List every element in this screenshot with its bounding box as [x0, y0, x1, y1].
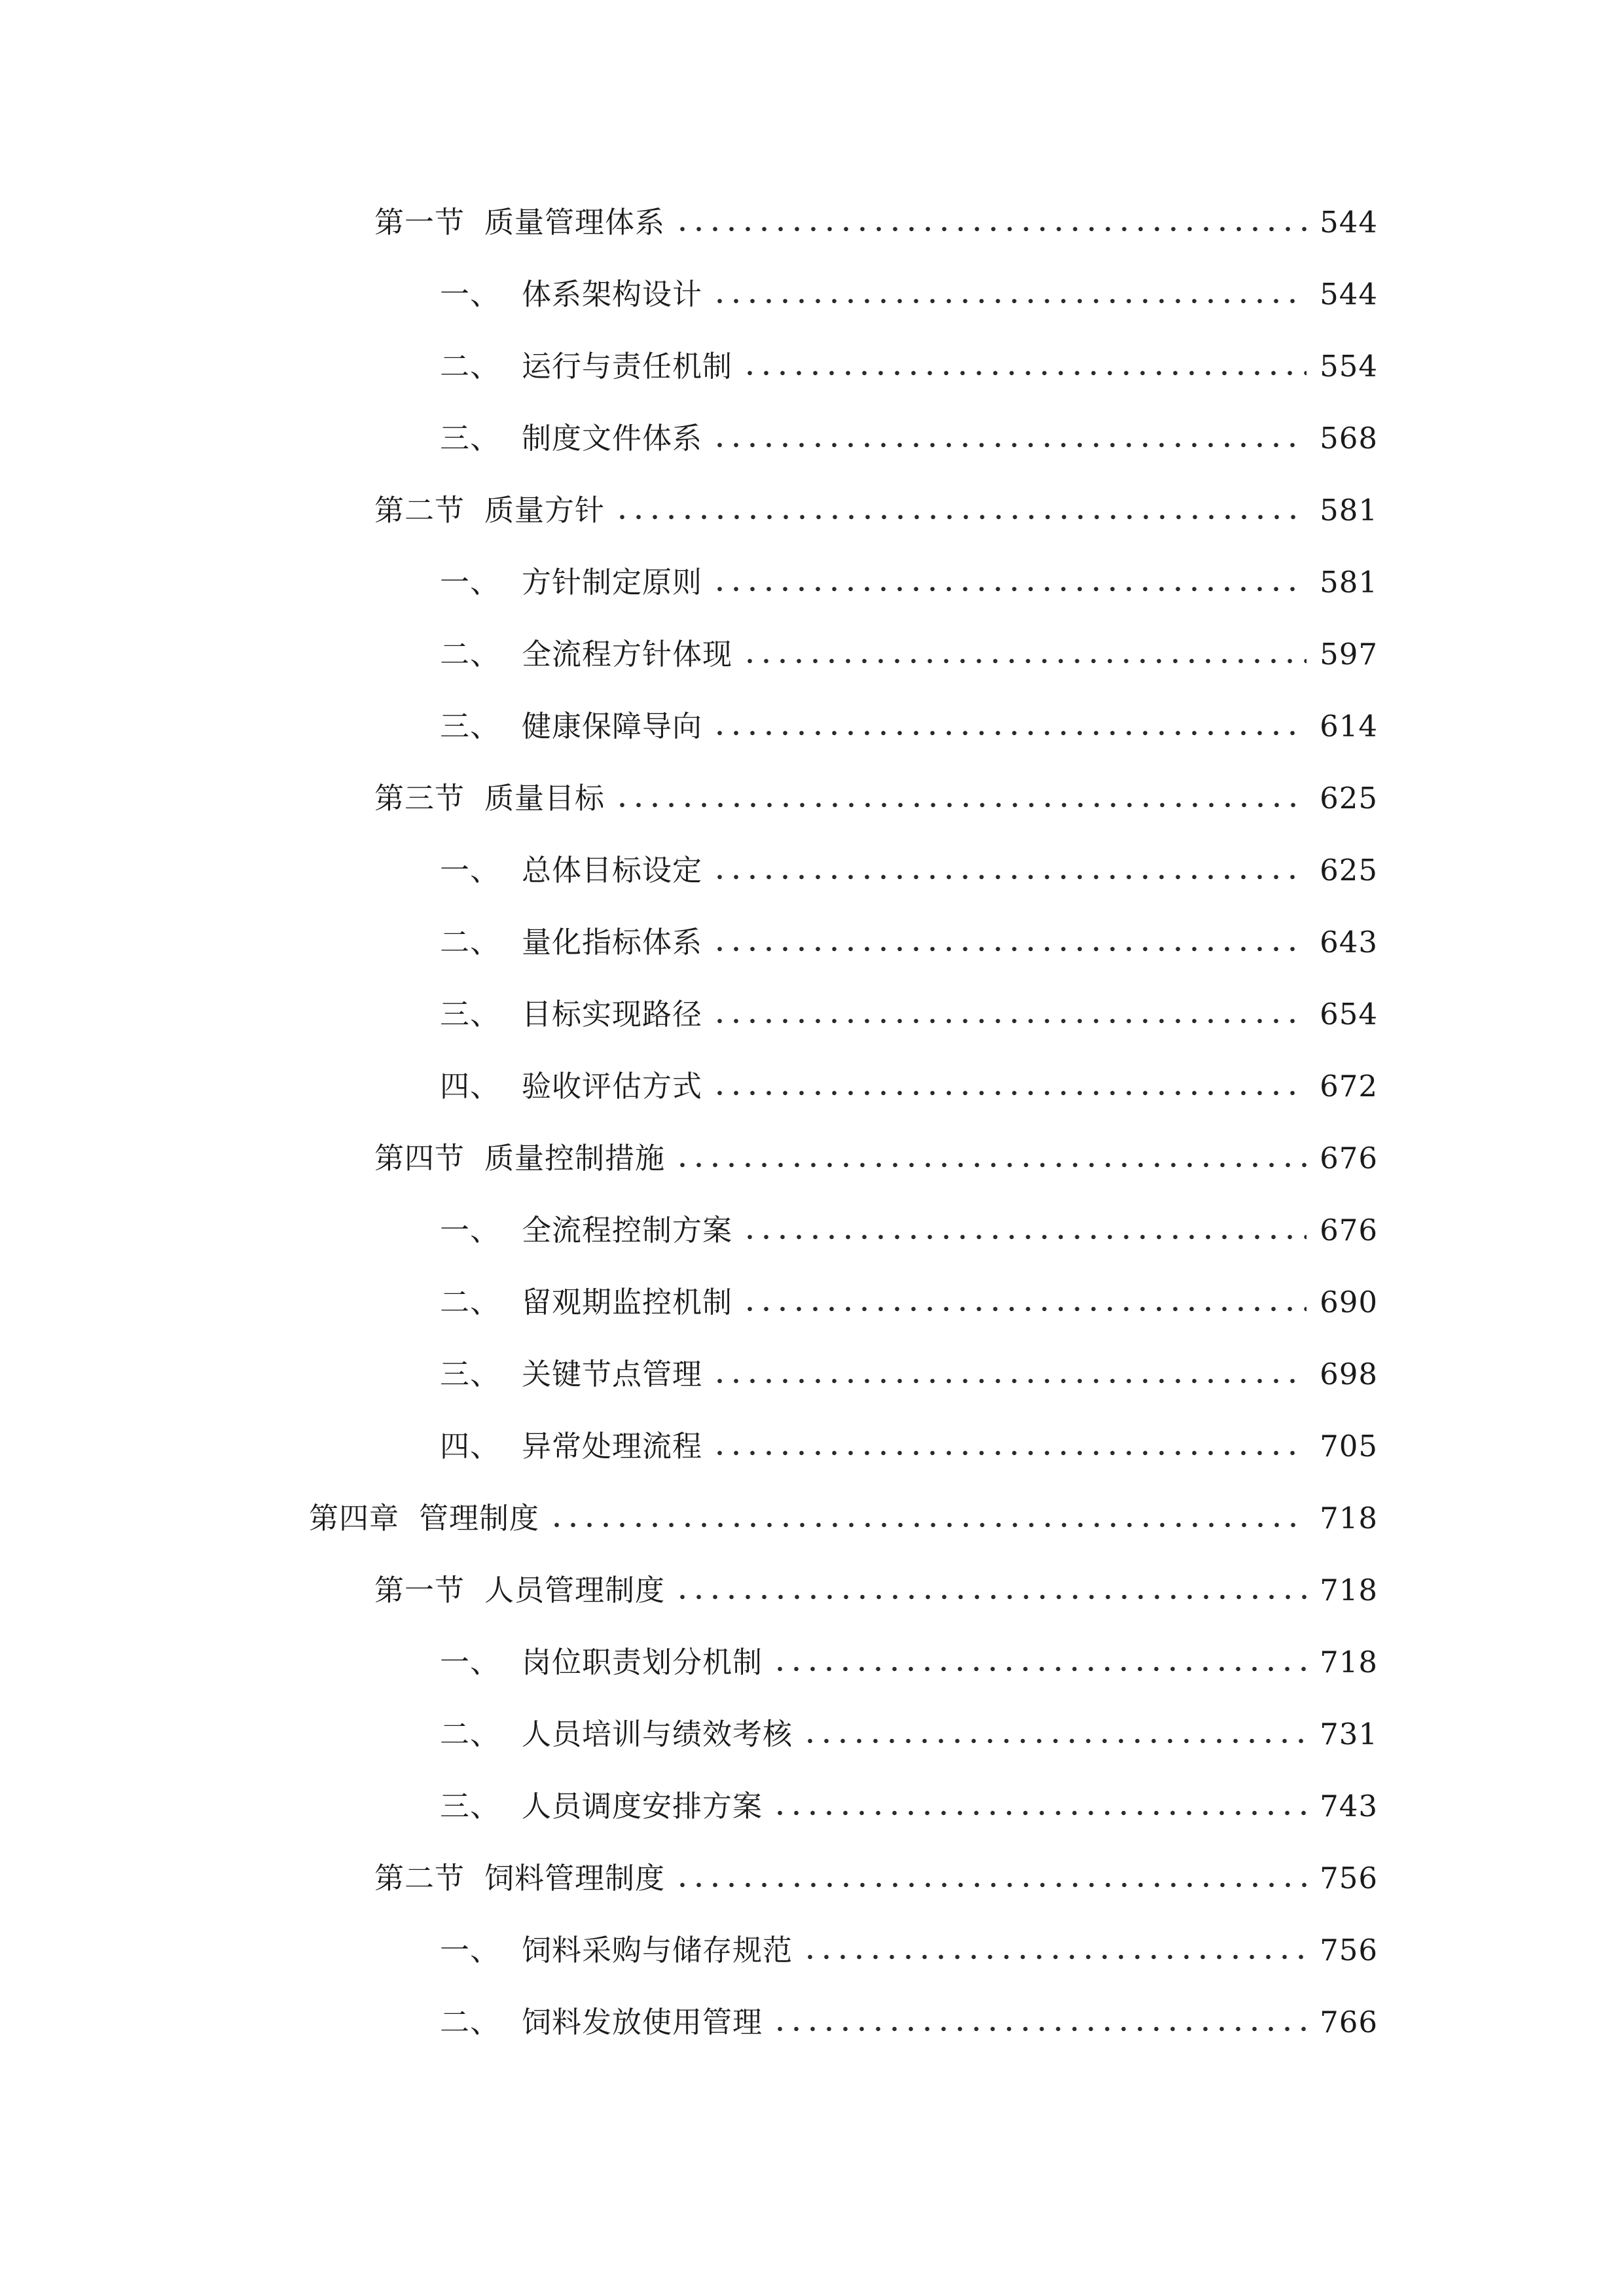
toc-entry-title: 异常处理流程	[522, 1429, 703, 1463]
toc-entry-label	[374, 491, 605, 530]
toc-entry-title: 人员调度安排方案	[522, 1789, 763, 1823]
toc-entry-prefix: 二、	[440, 2005, 501, 2039]
toc-entry-label	[440, 2003, 763, 2042]
dot-leader	[614, 513, 1307, 521]
toc-entry-label	[374, 203, 665, 242]
dot-leader	[742, 657, 1307, 665]
toc-entry-section-1[interactable]	[374, 1558, 1378, 1610]
toc-entry-page-number: 544	[1320, 277, 1378, 312]
toc-entry-prefix: 三、	[440, 1789, 501, 1823]
toc-entry-item[interactable]	[440, 1630, 1378, 1682]
toc-entry-label	[440, 707, 702, 746]
toc-entry-title: 目标实现路径	[522, 997, 703, 1031]
toc-entry-label	[440, 1283, 732, 1322]
toc-entry-item[interactable]	[440, 1198, 1378, 1250]
toc-entry-item[interactable]	[440, 334, 1378, 386]
toc-entry-item[interactable]	[440, 1270, 1378, 1322]
toc-entry-label	[440, 1355, 702, 1394]
toc-entry-page-number: 698	[1320, 1357, 1378, 1391]
toc-entry-prefix: 第一节	[374, 1573, 465, 1607]
toc-entry-item[interactable]	[440, 550, 1378, 602]
toc-entry-title: 饲料管理制度	[484, 1861, 666, 1895]
toc-entry-page-number: 625	[1320, 781, 1378, 816]
toc-entry-prefix: 三、	[440, 1357, 501, 1391]
toc-entry-section-3[interactable]	[374, 766, 1378, 818]
toc-entry-title: 全流程控制方案	[522, 1213, 733, 1247]
toc-entry-title: 总体目标设定	[522, 853, 703, 888]
dot-leader	[742, 1233, 1307, 1241]
toc-entry-label	[440, 635, 732, 674]
toc-entry-title: 质量控制措施	[484, 1141, 666, 1175]
toc-entry-page-number: 643	[1320, 925, 1378, 960]
toc-entry-prefix: 一、	[440, 853, 501, 888]
toc-entry-page-number: 581	[1320, 493, 1378, 528]
toc-entry-prefix: 第二节	[374, 493, 465, 528]
dot-leader	[712, 585, 1307, 593]
dot-leader	[712, 1377, 1307, 1385]
toc-entry-page-number: 718	[1320, 1573, 1378, 1607]
toc-entry-page-number: 756	[1320, 1933, 1378, 1967]
toc-entry-label	[440, 275, 702, 314]
toc-entry-label	[440, 347, 732, 386]
toc-entry-label	[440, 563, 702, 602]
dot-leader	[549, 1521, 1307, 1529]
dot-leader	[674, 1161, 1307, 1169]
toc-entry-label	[309, 1499, 539, 1538]
toc-entry-page-number: 756	[1320, 1861, 1378, 1895]
toc-entry-item[interactable]	[440, 1774, 1378, 1826]
toc-entry-prefix: 二、	[440, 1717, 501, 1751]
toc-entry-page-number: 705	[1320, 1429, 1378, 1463]
toc-entry-title: 质量方针	[484, 493, 605, 528]
toc-entry-item[interactable]	[440, 1702, 1378, 1754]
dot-leader	[742, 369, 1307, 377]
toc-entry-title: 管理制度	[419, 1501, 540, 1535]
toc-entry-section-1[interactable]	[374, 190, 1378, 242]
toc-entry-page-number: 718	[1320, 1501, 1378, 1535]
dot-leader	[712, 1449, 1307, 1457]
dot-leader	[614, 801, 1307, 809]
toc-entry-page-number: 544	[1320, 205, 1378, 240]
toc-entry-title: 制度文件体系	[522, 421, 703, 456]
toc-entry-title: 关键节点管理	[522, 1357, 703, 1391]
toc-entry-title: 健康保障导向	[522, 709, 703, 744]
toc-entry-prefix: 四、	[440, 1069, 501, 1103]
toc-entry-page-number: 554	[1320, 349, 1378, 384]
toc-entry-item[interactable]	[440, 910, 1378, 962]
toc-entry-prefix: 第四节	[374, 1141, 465, 1175]
toc-entry-item[interactable]	[440, 1414, 1378, 1466]
toc-entry-title: 岗位职责划分机制	[522, 1645, 763, 1679]
toc-entry-page-number: 766	[1320, 2005, 1378, 2039]
toc-entry-prefix: 第四章	[309, 1501, 400, 1535]
toc-entry-page-number: 731	[1320, 1717, 1378, 1751]
dot-leader	[674, 225, 1307, 233]
toc-entry-prefix: 三、	[440, 709, 501, 744]
toc-entry-label	[440, 1427, 702, 1466]
toc-entry-chapter-4[interactable]	[309, 1486, 1378, 1538]
toc-entry-title: 人员培训与绩效考核	[522, 1717, 793, 1751]
dot-leader	[674, 1593, 1307, 1601]
dot-leader	[712, 729, 1307, 737]
toc-entry-item[interactable]	[440, 1342, 1378, 1394]
toc-entry-item[interactable]	[440, 1054, 1378, 1106]
toc-entry-page-number: 654	[1320, 997, 1378, 1031]
toc-entry-prefix: 一、	[440, 1933, 501, 1967]
toc-entry-title: 质量管理体系	[484, 205, 666, 240]
toc-entry-title: 人员管理制度	[484, 1573, 666, 1607]
dot-leader	[802, 1737, 1307, 1745]
toc-entry-label	[440, 419, 702, 458]
toc-entry-title: 运行与责任机制	[522, 349, 733, 384]
dot-leader	[802, 1953, 1307, 1961]
toc-entry-page-number: 625	[1320, 853, 1378, 888]
toc-entry-label	[440, 1211, 732, 1250]
dot-leader	[712, 1089, 1307, 1097]
toc-entry-title: 质量目标	[484, 781, 605, 816]
toc-entry-item[interactable]	[440, 838, 1378, 890]
toc-entry-item[interactable]	[440, 694, 1378, 746]
toc-entry-item[interactable]	[440, 622, 1378, 674]
toc-entry-prefix: 一、	[440, 1213, 501, 1247]
toc-entry-prefix: 第三节	[374, 781, 465, 816]
toc-entry-section-2[interactable]	[374, 1846, 1378, 1898]
toc-entry-page-number: 743	[1320, 1789, 1378, 1823]
toc-entry-page-number: 676	[1320, 1141, 1378, 1175]
toc-entry-prefix: 一、	[440, 277, 501, 312]
toc-entry-prefix: 二、	[440, 925, 501, 960]
dot-leader	[712, 945, 1307, 953]
toc-entry-item[interactable]	[440, 1990, 1378, 2042]
toc-entry-label	[440, 1931, 793, 1970]
toc-entry-section-2[interactable]	[374, 478, 1378, 530]
toc-entry-label	[374, 1571, 665, 1610]
toc-entry-title: 全流程方针体现	[522, 637, 733, 672]
toc-entry-prefix: 二、	[440, 349, 501, 384]
toc-entry-section-4[interactable]	[374, 1126, 1378, 1178]
toc-entry-label	[440, 851, 702, 890]
toc-entry-title: 饲料采购与储存规范	[522, 1933, 793, 1967]
toc-entry-title: 量化指标体系	[522, 925, 703, 960]
toc-entry-label	[374, 1859, 665, 1898]
toc-entry-title: 饲料发放使用管理	[522, 2005, 763, 2039]
toc-entry-item[interactable]	[440, 262, 1378, 314]
dot-leader	[712, 1017, 1307, 1025]
toc-entry-label	[440, 1643, 763, 1682]
toc-entry-prefix: 二、	[440, 1285, 501, 1319]
dot-leader	[712, 297, 1307, 305]
toc-entry-label	[440, 1067, 702, 1106]
toc-entry-prefix: 三、	[440, 421, 501, 456]
toc-entry-prefix: 一、	[440, 565, 501, 600]
toc-entry-label	[440, 1787, 763, 1826]
toc-entry-prefix: 第一节	[374, 205, 465, 240]
toc-entry-title: 方针制定原则	[522, 565, 703, 600]
toc-entry-item[interactable]	[440, 406, 1378, 458]
toc-entry-page-number: 676	[1320, 1213, 1378, 1247]
toc-entry-item[interactable]	[440, 1918, 1378, 1970]
toc-entry-page-number: 690	[1320, 1285, 1378, 1319]
toc-entry-label	[440, 1715, 793, 1754]
toc-entry-page-number: 568	[1320, 421, 1378, 456]
dot-leader	[712, 873, 1307, 881]
toc-entry-page-number: 614	[1320, 709, 1378, 744]
toc-entry-label	[374, 779, 605, 818]
toc-entry-item[interactable]	[440, 982, 1378, 1034]
toc-entry-label	[440, 923, 702, 962]
toc-entry-label	[374, 1139, 665, 1178]
dot-leader	[712, 441, 1307, 449]
toc-entry-title: 验收评估方式	[522, 1069, 703, 1103]
dot-leader	[742, 1305, 1307, 1313]
toc-entry-prefix: 一、	[440, 1645, 501, 1679]
toc-entry-prefix: 四、	[440, 1429, 501, 1463]
dot-leader	[772, 1809, 1307, 1817]
toc-entry-label	[440, 995, 702, 1034]
toc-entry-page-number: 718	[1320, 1645, 1378, 1679]
dot-leader	[772, 2025, 1307, 2033]
toc-entry-prefix: 三、	[440, 997, 501, 1031]
toc-entry-prefix: 第二节	[374, 1861, 465, 1895]
dot-leader	[674, 1881, 1307, 1889]
toc-entry-prefix: 二、	[440, 637, 501, 672]
toc-entry-page-number: 597	[1320, 637, 1378, 672]
dot-leader	[772, 1665, 1307, 1673]
toc-entry-title: 留观期监控机制	[522, 1285, 733, 1319]
toc-entry-page-number: 672	[1320, 1069, 1378, 1103]
toc-entry-page-number: 581	[1320, 565, 1378, 600]
toc-entry-title: 体系架构设计	[522, 277, 703, 312]
